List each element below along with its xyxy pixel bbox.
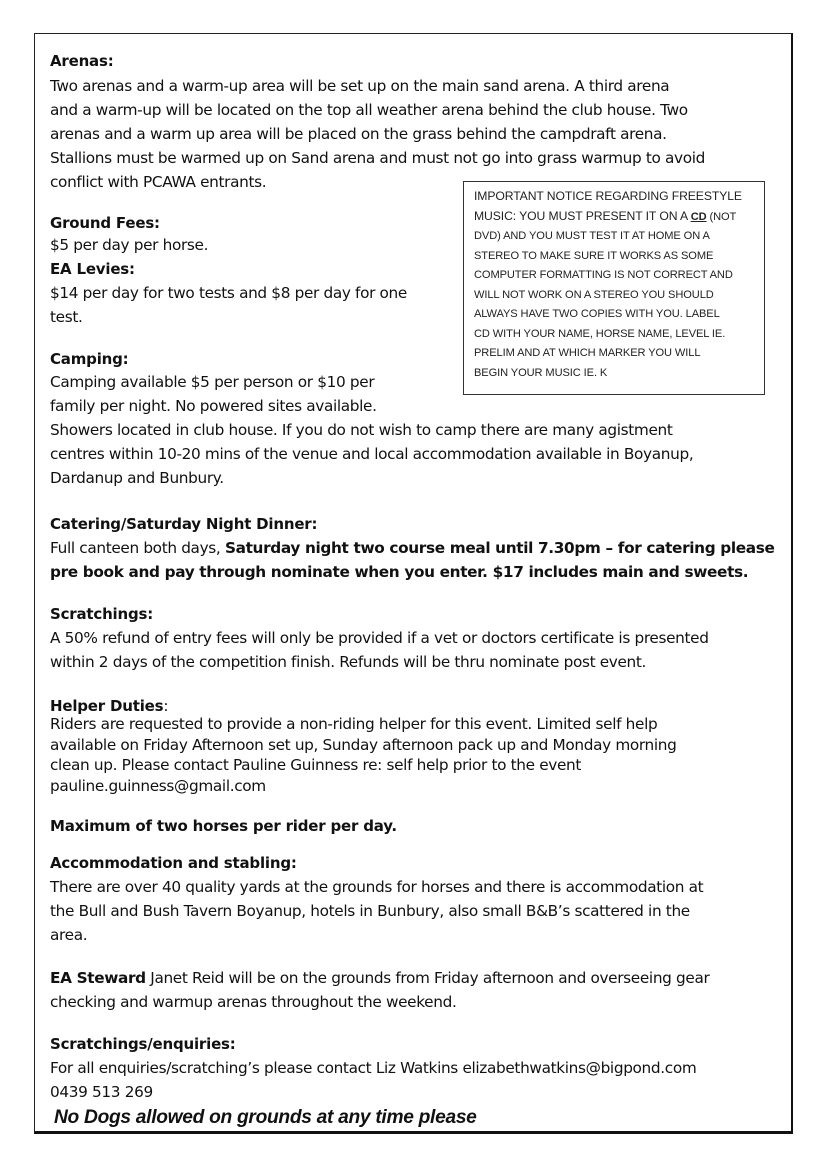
notice-line: DVD) AND YOU MUST TEST IT AT HOME ON A [474,230,710,242]
enquiries-phone: 0439 513 269 [50,1083,153,1101]
no-dogs-notice: No Dogs allowed on grounds at any time please [54,1107,477,1128]
camping-text [50,370,693,490]
notice-line: BEGIN YOUR MUSIC IE. K [474,366,608,379]
catering-heading: Catering/Saturday Night Dinner: [50,515,318,533]
helper-line: available on Friday Afternoon set up, Sunday afternoon pack up and Monday morning [50,735,677,754]
ea-levies-heading: EA Levies: [50,260,135,278]
notice-line: STEREO TO MAKE SURE IT WORKS AS SOME [474,249,714,262]
notice-line: CD WITH YOUR NAME, HORSE NAME, LEVEL IE. [474,327,726,340]
notice-title: IMPORTANT NOTICE REGARDING FREESTYLE [474,189,742,203]
ea-levies-text [50,281,407,329]
camping-line: Dardanup and Bunbury. [50,469,224,487]
camping-line: centres within 10-20 mins of the venue and local accommodation available in Boyanup, [50,445,694,463]
notice-line: COMPUTER FORMATTING IS NOT CORRECT AND [474,269,733,281]
helper-email: pauline.guinness@gmail.com [50,776,266,795]
ea-levies-line: test. [50,308,83,326]
accommodation-line: the Bull and Bush Tavern Boyanup, hotels in Bunbury, also small B&B’s scattered in the [50,902,690,920]
helper-line: clean up. Please contact Pauline Guinness re: self help prior to the event [50,756,582,774]
accommodation-line: area. [50,926,88,944]
camping-line: Showers located in club house. If you do not wish to camp there are many agistment [50,421,673,439]
arenas-text [50,74,705,194]
notice-line: ALWAYS HAVE TWO COPIES WITH YOU. LABEL [474,308,720,320]
camping-line: Camping available $5 per person or $10 per [50,373,375,391]
camping-line: family per night. No powered sites available. [50,397,377,415]
scratchings-line: A 50% refund of entry fees will only be provided if a vet or doctors certificate is presented [50,629,709,647]
arenas-line: Stallions must be warmed up on Sand arena and must not go into grass warmup to avoid [50,149,706,167]
camping-heading: Camping: [50,350,129,368]
ground-fees-heading: Ground Fees: [50,214,160,232]
ea-levies-line: $14 per day for two tests and $8 per day for one [50,284,407,302]
notice-line: PRELIM AND AT WHICH MARKER YOU WILL [474,347,701,359]
steward-line: checking and warmup arenas throughout the weekend. [50,993,457,1011]
arenas-line: Two arenas and a warm-up area will be set up on the main sand arena. A third arena [50,77,670,95]
freestyle-music-notice [463,181,765,395]
arenas-line: conflict with PCAWA entrants. [50,173,267,191]
helper-line: Riders are requested to provide a non-riding helper for this event. Limited self help [50,715,658,733]
ground-fees-text: $5 per day per horse. [50,236,209,254]
scratchings-line: within 2 days of the competition finish. Refunds will be thru nominate post event. [50,653,647,671]
notice-line: WILL NOT WORK ON A STEREO YOU SHOULD [474,288,714,301]
accommodation-text [50,875,703,947]
helper-text [50,714,677,796]
cd-emphasis: CD [690,210,707,223]
enquiries-heading: Scratchings/enquiries: [50,1035,236,1053]
steward-line: EA Steward Janet Reid will be on the grounds from Friday afternoon and overseeing gear [50,969,710,987]
steward-label: EA Steward [50,969,146,987]
helper-heading: Helper Duties: [50,697,169,715]
catering-text [50,536,775,584]
arenas-heading: Arenas: [50,52,114,70]
max-horses-notice: Maximum of two horses per rider per day. [50,817,397,835]
steward-text [50,966,709,1014]
scratchings-heading: Scratchings: [50,605,154,623]
catering-line: pre book and pay through nominate when you enter. $17 includes main and sweets. [50,563,749,581]
enquiries-line: For all enquiries/scratching’s please contact Liz Watkins elizabethwatkins@bigpond.com [50,1059,697,1077]
arenas-line: and a warm-up will be located on the top all weather arena behind the club house. Two [50,101,688,119]
accommodation-heading: Accommodation and stabling: [50,854,297,872]
enquiries-text [50,1056,696,1104]
catering-line: Full canteen both days, Saturday night two course meal until 7.30pm – for catering please [50,539,775,557]
accommodation-line: There are over 40 quality yards at the grounds for horses and there is accommodation at [50,878,704,896]
notice-line: MUSIC: YOU MUST PRESENT IT ON A CD (NOT [474,208,737,223]
arenas-line: arenas and a warm up area will be placed on the grass behind the campdraft arena. [50,125,667,143]
scratchings-text [50,626,709,674]
